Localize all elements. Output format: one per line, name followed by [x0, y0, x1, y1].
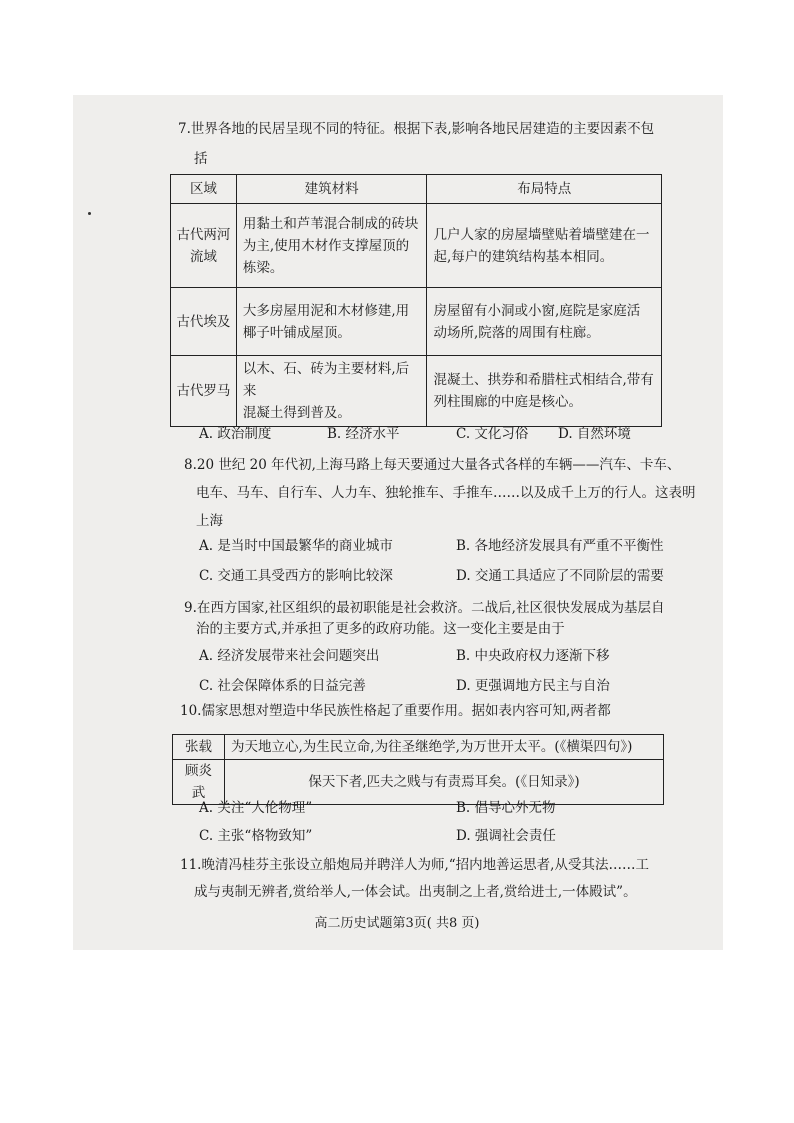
q7-header-layout: 布局特点 [427, 175, 662, 204]
q7-row2-material-l1: 大多房屋用泥和木材修建,用 [242, 302, 410, 319]
q7-stem-line1: 7.世界各地的民居呈现不同的特征。根据下表,影响各地民居建造的主要因素不包 [178, 121, 655, 137]
q7-row2-region: 古代埃及 [171, 288, 237, 356]
q8-stem-line2: 电车、马车、自行车、人力车、独轮推车、手推车……以及成千上万的行人。这表明 [196, 485, 696, 501]
q10-row2-name: 顾炎武 [173, 760, 225, 805]
q7-table-header-row [171, 175, 662, 204]
q7-row1-region-l2: 流域 [189, 248, 217, 265]
q7-row1-layout [427, 204, 662, 288]
q7-option-a: A. 政治制度 [199, 426, 272, 442]
q7-row3-layout [427, 356, 662, 427]
q8-option-b: B. 各地经济发展具有严重不平衡性 [456, 538, 664, 554]
q8-stem-line3: 上海 [196, 513, 223, 529]
q7-row3-region: 古代罗马 [171, 356, 237, 427]
table-row [173, 735, 664, 760]
q7-row3-material-l2: 混凝土得到普及。 [242, 405, 351, 421]
q8-option-a: A. 是当时中国最繁华的商业城市 [199, 538, 393, 554]
q7-option-d: D. 自然环境 [558, 426, 631, 442]
q10-stem: 10.儒家思想对塑造中华民族性格起了重要作用。据如表内容可知,两者都 [180, 703, 611, 719]
table-row [171, 288, 662, 356]
q7-option-c: C. 文化习俗 [456, 426, 529, 442]
q7-row1-material [236, 204, 427, 288]
q8-option-c: C. 交通工具受西方的影响比较深 [199, 568, 393, 584]
q7-table [170, 174, 662, 427]
q7-row1-material-l2: 为主,使用木材作支撑屋顶的 [242, 237, 410, 254]
q10-option-b: B. 倡导心外无物 [456, 800, 556, 816]
table-row [171, 204, 662, 288]
q9-option-c: C. 社会保障体系的日益完善 [199, 678, 366, 694]
q7-header-region: 区域 [171, 175, 237, 204]
q7-row1-region [171, 204, 237, 288]
page-footer: 高二历史试题第3页( 共8 页) [314, 916, 480, 931]
q7-row1-material-l1: 用黏土和芦苇混合制成的砖块 [242, 215, 419, 232]
q7-row2-material [236, 288, 427, 356]
q10-option-d: D. 强调社会责任 [456, 828, 556, 844]
q7-header-material: 建筑材料 [236, 175, 427, 204]
q7-row1-region-l1: 古代两河 [176, 226, 231, 243]
q9-option-b: B. 中央政府权力逐渐下移 [456, 648, 610, 664]
q7-row3-material-l1: 以木、石、砖为主要材料,后来 [242, 361, 410, 399]
q7-row1-layout-l2: 起,每户的建筑结构基本相同。 [433, 248, 614, 265]
q7-row2-layout-l1: 房屋留有小洞或小窗,庭院是家庭活 [433, 302, 641, 319]
q8-stem-line1: 8.20 世纪 20 年代初,上海马路上每天要通过大量各式各样的车辆——汽车、卡车、 [184, 457, 681, 473]
q7-row2-material-l2: 椰子叶铺成屋顶。 [242, 324, 351, 341]
stray-mark [88, 212, 91, 215]
q7-row3-material [236, 356, 427, 427]
q7-option-b: B. 经济水平 [327, 426, 400, 442]
q7-row1-layout-l1: 几户人家的房屋墙壁贴着墙壁建在一 [433, 226, 650, 243]
q7-row2-layout [427, 288, 662, 356]
q8-option-d: D. 交通工具适应了不同阶层的需要 [456, 568, 664, 584]
q7-row3-layout-l1: 混凝土、拱券和希腊柱式相结合,带有 [433, 372, 654, 388]
q7-row2-layout-l2: 动场所,院落的周围有柱廊。 [433, 324, 600, 341]
q7-row1-material-l3: 栋梁。 [242, 259, 284, 276]
q9-option-a: A. 经济发展带来社会问题突出 [199, 648, 380, 664]
q7-stem-line2: 括 [194, 151, 208, 167]
q9-option-d: D. 更强调地方民主与自治 [456, 678, 610, 694]
q9-stem-line1: 9.在西方国家,社区组织的最初职能是社会救济。二战后,社区很快发展成为基层自 [184, 600, 665, 616]
q10-table [172, 734, 664, 805]
q10-row1-text: 为天地立心,为生民立命,为往圣继绝学,为万世开太平。(《横渠四句》) [225, 735, 664, 760]
q7-row3-layout-l2: 列柱围廊的中庭是核心。 [433, 394, 582, 410]
q9-stem-line2: 治的主要方式,并承担了更多的政府功能。这一变化主要是由于 [196, 621, 565, 637]
q10-option-a: A. 关注“人伦物理” [199, 800, 313, 816]
q11-stem-line1: 11.晚清冯桂芬主张设立船炮局并聘洋人为师,“招内地善运思者,从受其法……工 [180, 857, 649, 873]
q10-row1-name: 张载 [173, 735, 225, 760]
q10-row2-text: 保天下者,匹夫之贱与有责焉耳矣。(《日知录》) [225, 760, 664, 805]
q10-option-c: C. 主张“格物致知” [199, 828, 313, 844]
table-row [171, 356, 662, 427]
q11-stem-line2: 成与夷制无辨者,赏给举人,一体会试。出夷制之上者,赏给进士,一体殿试”。 [194, 884, 637, 900]
